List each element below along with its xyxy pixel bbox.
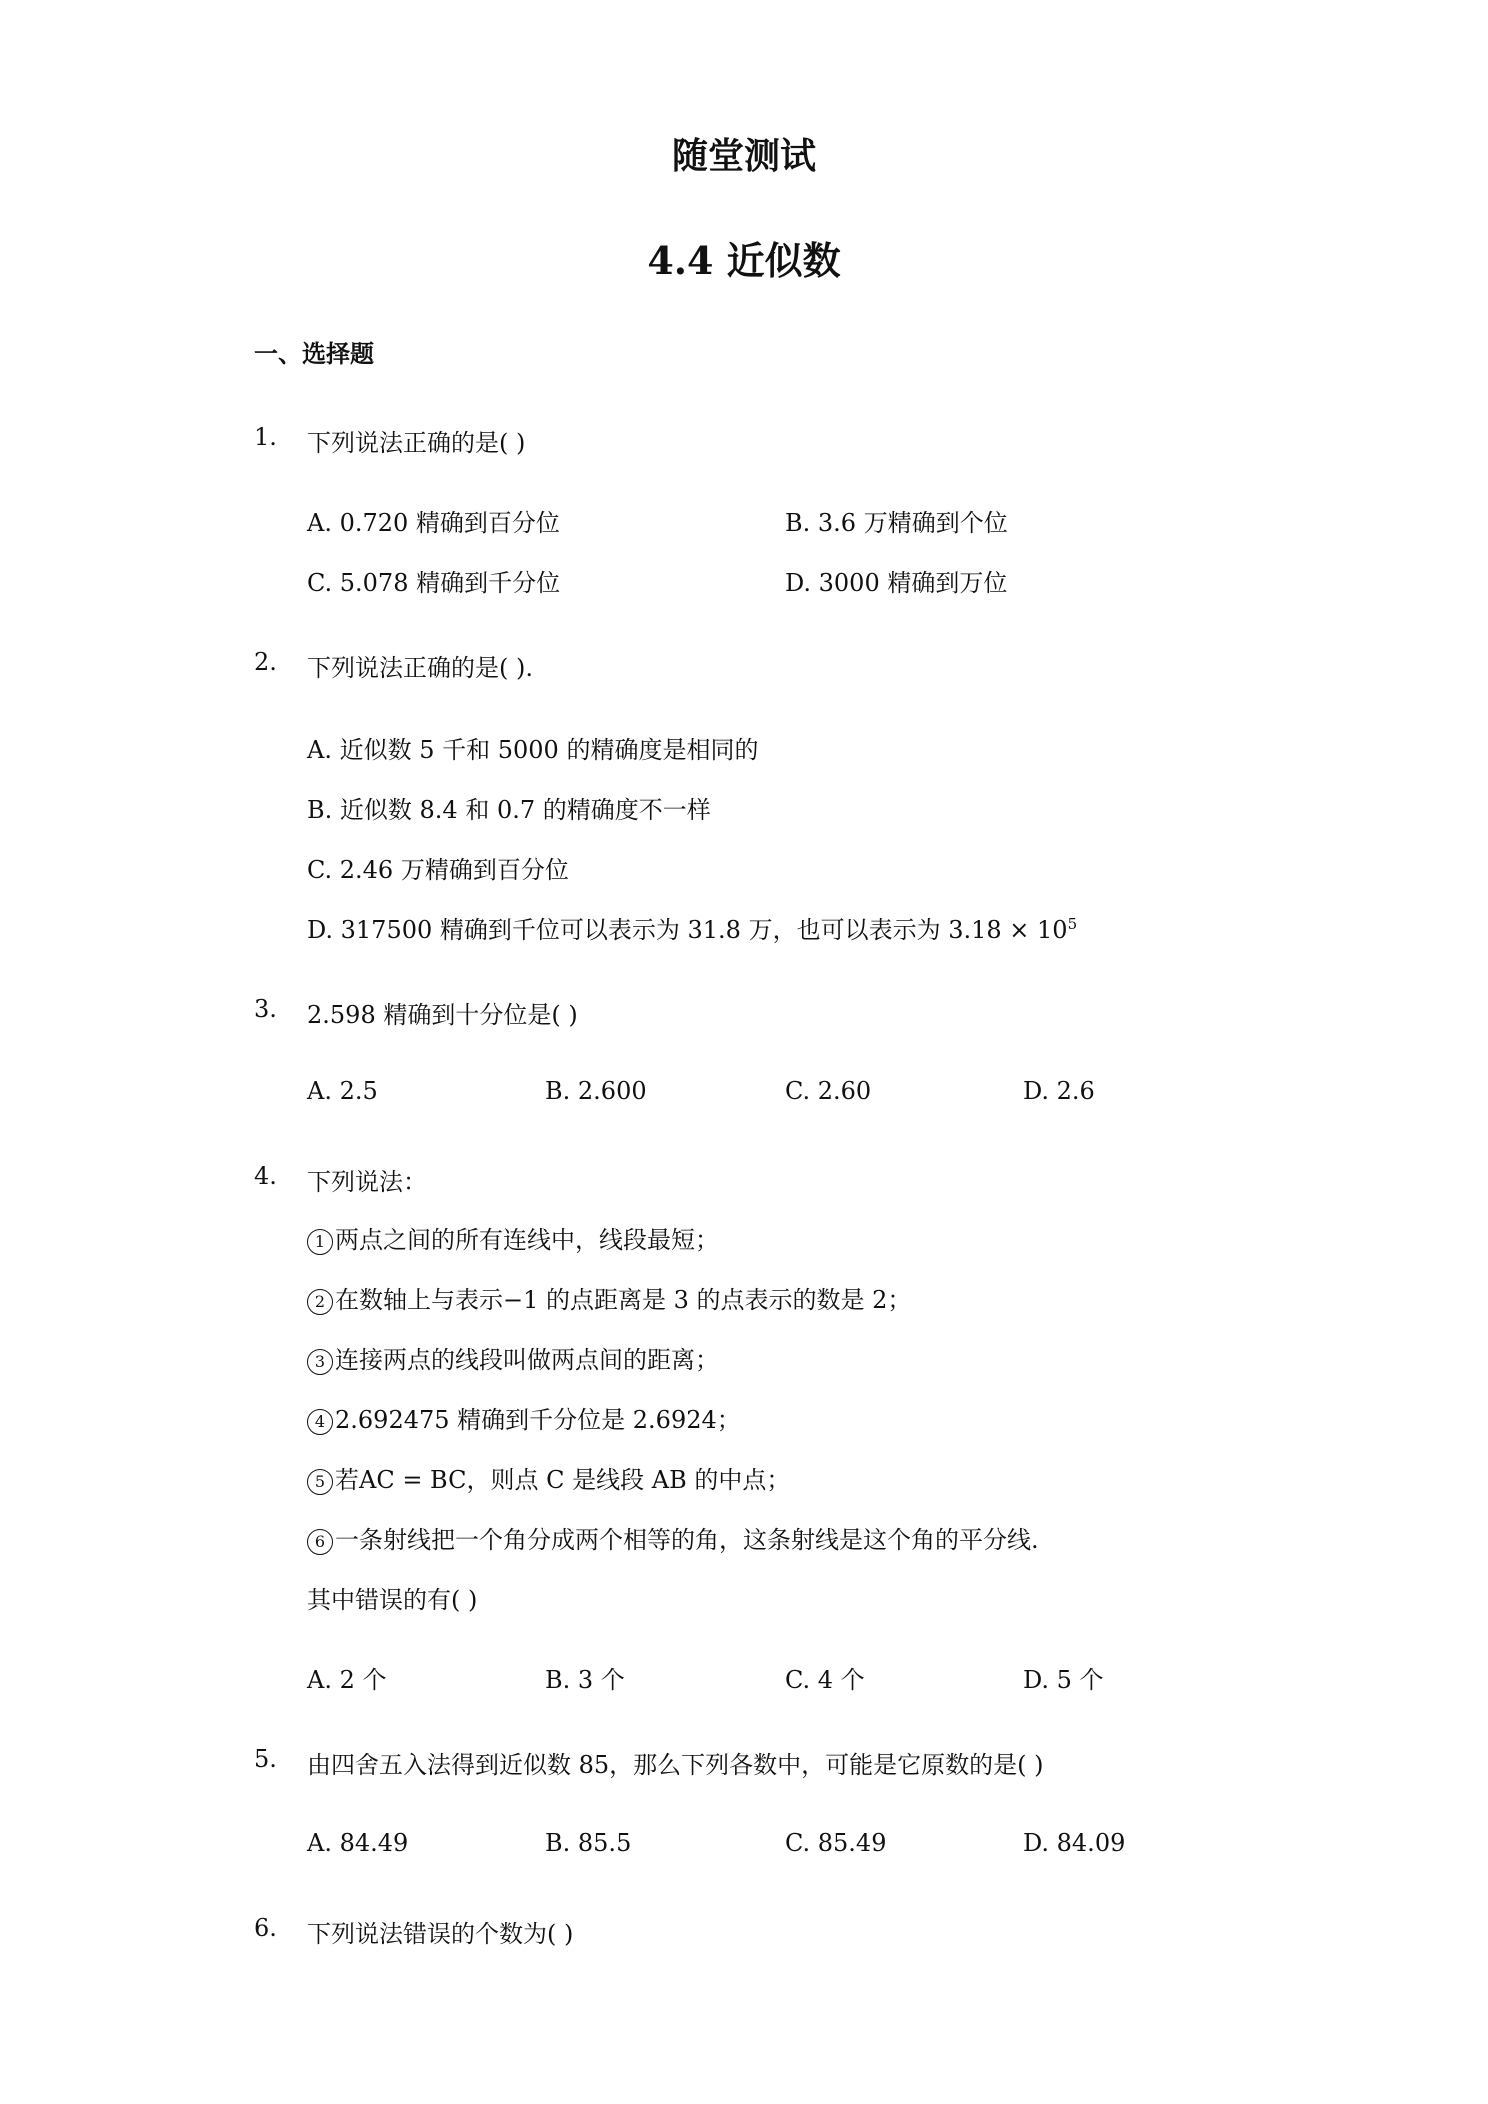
question-5-number: 5. [254,1745,277,1773]
circled-number: 2 [307,1289,333,1315]
question-3-number: 3. [254,995,277,1023]
question-1-number: 1. [254,423,277,451]
statement-item [307,1280,911,1315]
question-5-option-c: C. 85.49 [785,1829,887,1857]
statement-item [307,1460,790,1495]
circled-number: 5 [307,1469,333,1495]
question-1-option-a: A. 0.720 精确到百分位 [307,509,560,537]
statement-text: 一条射线把一个角分成两个相等的角，这条射线是这个角的平分线. [335,1526,1039,1554]
exponent: 5 [1067,915,1078,933]
question-3-option-d: D. 2.6 [1023,1077,1095,1105]
question-5-option-a: A. 84.49 [307,1829,409,1857]
question-3-option-c: C. 2.60 [785,1077,872,1105]
section-heading: 一、选择题 [254,339,374,368]
statement-text: 两点之间的所有连线中，线段最短； [335,1226,719,1254]
circled-number: 4 [307,1409,333,1435]
question-4-option-c: C. 4 个 [785,1666,865,1694]
question-4-option-a: A. 2 个 [307,1666,387,1694]
question-2-option-a: A. 近似数 5 千和 5000 的精确度是相同的 [307,736,759,764]
page-title: 随堂测试 [671,135,816,177]
question-3-option-a: A. 2.5 [307,1077,378,1105]
circled-number: 1 [307,1229,333,1255]
question-1-option-b: B. 3.6 万精确到个位 [785,509,1008,537]
statement-item [307,1520,1039,1555]
circled-number: 3 [307,1349,333,1375]
question-5-option-d: D. 84.09 [1023,1829,1126,1857]
question-4-number: 4. [254,1162,277,1190]
question-6-number: 6. [254,1914,277,1942]
question-1-option-c: C. 5.078 精确到千分位 [307,569,561,597]
page-subtitle: 4.4 近似数 [647,238,841,283]
statement-item [307,1340,719,1375]
question-2-option-d-text: D. 317500 精确到千位可以表示为 31.8 万，也可以表示为 3.18 × 10 [307,916,1068,944]
question-2-stem: 下列说法正确的是( ). [307,654,533,682]
question-4-tail: 其中错误的有( ) [307,1586,478,1614]
question-5-option-b: B. 85.5 [545,1829,632,1857]
statement-item [307,1220,719,1255]
question-1-option-d: D. 3000 精确到万位 [785,569,1008,597]
statement-text: 2.692475 精确到千分位是 2.6924； [335,1406,741,1434]
statement-text: 连接两点的线段叫做两点间的距离； [335,1346,719,1374]
statement-text: 若AC = BC，则点 C 是线段 AB 的中点； [335,1466,791,1494]
question-1-stem: 下列说法正确的是( ) [307,429,526,457]
question-2-option-b: B. 近似数 8.4 和 0.7 的精确度不一样 [307,796,711,824]
question-3-stem: 2.598 精确到十分位是( ) [307,1001,578,1029]
statement-text: 在数轴上与表示−1 的点距离是 3 的点表示的数是 2； [335,1286,912,1314]
question-2-option-c: C. 2.46 万精确到百分位 [307,856,569,884]
question-3-option-b: B. 2.600 [545,1077,647,1105]
question-4-option-d: D. 5 个 [1023,1666,1104,1694]
question-2-option-d [307,910,1077,945]
statement-item [307,1400,741,1435]
question-5-stem: 由四舍五入法得到近似数 85，那么下列各数中，可能是它原数的是( ) [307,1751,1044,1779]
question-4-stem: 下列说法： [307,1168,427,1196]
question-4-option-b: B. 3 个 [545,1666,625,1694]
question-6-stem: 下列说法错误的个数为( ) [307,1920,574,1948]
circled-number: 6 [307,1529,333,1555]
question-2-number: 2. [254,648,277,676]
